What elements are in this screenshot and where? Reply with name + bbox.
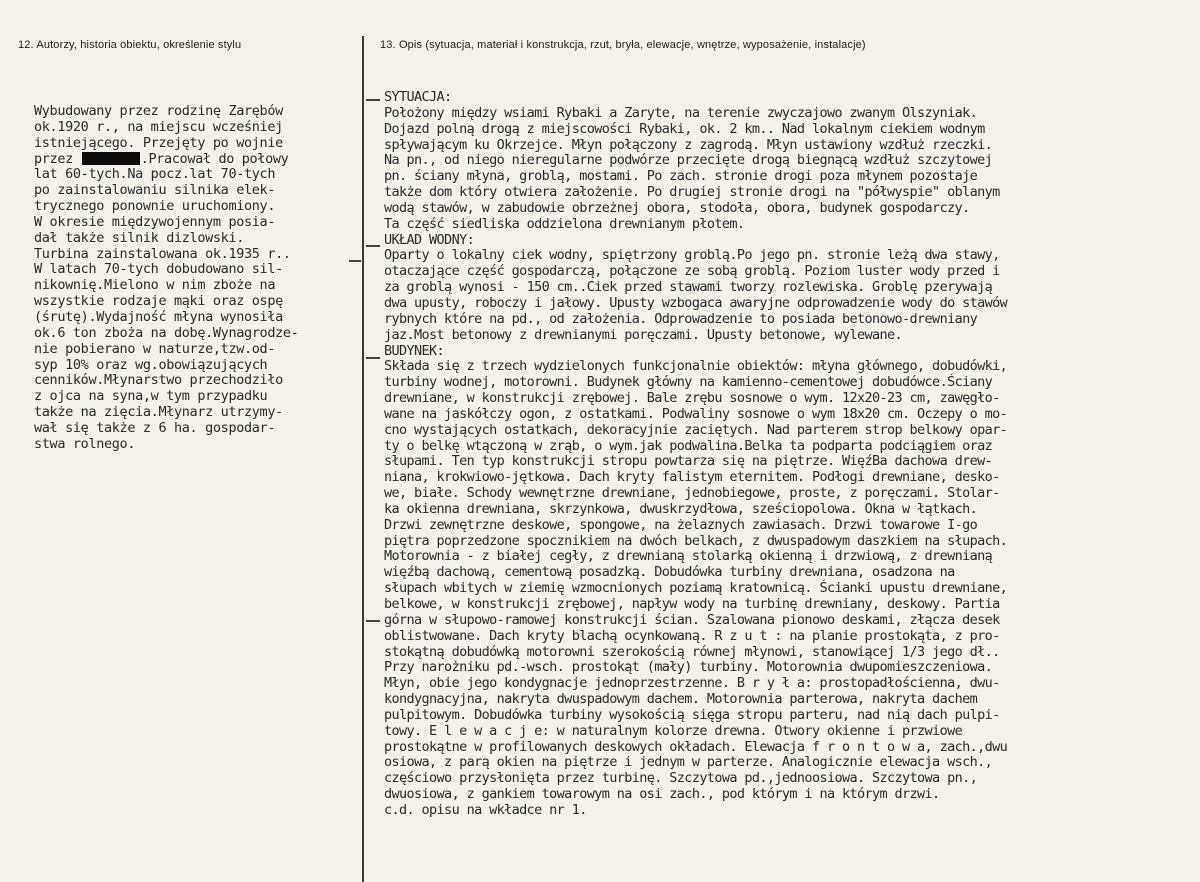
history-text: wszystkie rodzaje mąki oraz ospę <box>34 293 283 310</box>
history-text: z ojca na syna,w tym przypadku <box>34 388 268 405</box>
history-text-line <box>34 294 356 310</box>
description-text-line: wane na jaskółczy ogon, z ostatkami. Podwaliny sosnowe o wym 18x20 cm. Oczepy o mo- <box>384 405 1008 422</box>
description-text-line: Położony między wsiami Rybaki a Zaryte, na terenie zwyczajowo zwanym Olszyniak. <box>384 104 978 121</box>
description-text-line: pulpitowym. Dobudówka turbiny wysokością sięga stropu parteru, nad nią dach pulpi- <box>384 706 1000 723</box>
history-text-line <box>34 342 356 358</box>
history-text: istniejącego. Przejęty po wojnie <box>34 134 283 151</box>
section-12-header: 12. Autorzy, historia obiektu, określenie stylu <box>18 39 242 51</box>
history-text-line <box>34 405 356 421</box>
history-text-line <box>34 437 356 453</box>
description-text-line: wodą stawów, w zabudowie obrzeżnej obora, stodoła, obora, budynek gospodarczy. <box>384 199 970 216</box>
description-text-line: górna w słupowo-ramowej konstrukcji ścian. Szalowana pionowo deskami, złącza desek <box>384 611 1000 628</box>
description-text-line: kondygnacyjna, nakryta dwuspadowym dachem. Motorownia parterowa, nakryta dachem <box>384 691 978 708</box>
description-text-line: ka okienna drewniana, skrzynkowa, dwuskrzydłowa, sześciopolowa. Okna w łątkach. <box>384 500 978 517</box>
description-text-line: spływającym ku Okrzejce. Młyn połączony z zagrodą. Młyn ustawiony wzdłuż rzeczki. <box>384 136 993 153</box>
history-text: także na zięcia.Młynarz utrzymy- <box>34 404 283 421</box>
description-text-line: niana, krokwiowo-jętkowa. Dach kryty falistym eternitem. Podłogi drewniane, desko- <box>384 469 1000 486</box>
description-text-line: SYTUACJA: <box>384 89 452 105</box>
description-text-line: otaczające część gospodarczą, połączone ze sobą groblą. Poziom luster wody przed i <box>384 263 1000 280</box>
description-text-line: częściowo przysłonięta przez turbinę. Szczytowa pd.,jednoosiowa. Szczytowa pn., <box>384 770 978 787</box>
history-text: cenników.Młynarstwo przechodziło <box>34 372 283 389</box>
history-text-line <box>34 231 356 247</box>
history-text-line <box>34 199 356 215</box>
history-text-line <box>34 358 356 374</box>
description-text-line: UKŁAD WODNY: <box>384 231 475 248</box>
history-text: lat 60-tych.Na pocz.lat 70-tych <box>34 166 276 183</box>
description-text-line: turbiny wodnej, motorowni. Budynek główny na kamienno-cementowej dobudówce.Ściany <box>384 374 993 391</box>
history-text: wał się także z 6 ha. gospodar- <box>34 419 276 436</box>
description-text-column <box>384 90 1190 819</box>
description-text-line: pn. ściany młyna, groblą, mostami. Po zach. stronie drogi poza młynem pozostaje <box>384 168 978 185</box>
description-text-line: Motorownia - z białej cegły, z drewnianą stolarką okienną i drzwiową, z drewnianą <box>384 548 993 565</box>
history-text-line <box>34 310 356 326</box>
history-text-line <box>34 247 356 263</box>
section-mark <box>366 620 380 622</box>
description-text-line: Młyn, obie jego kondygnacje jednoprzestrzenne. B r y ł a: prostopadłościenna, dwu- <box>384 675 1000 692</box>
history-text-line <box>34 183 356 199</box>
history-text: przez <box>34 150 73 167</box>
history-text: trycznego ponownie uruchomiony. <box>34 198 276 215</box>
description-text-line: Drzwi zewnętrzne deskowe, spongowe, na żelaznych zawiasach. Drzwi towarowe I-go <box>384 516 978 533</box>
redaction-bar <box>82 152 140 165</box>
history-text-line <box>34 421 356 437</box>
description-text-line: belkowe, w konstrukcji zrębowej, napływ wody na turbinę drewniany, deskowy. Partia <box>384 596 1000 612</box>
history-text: nikownię.Mielono w nim zboże na <box>34 277 276 294</box>
history-text: W latach 70-tych dobudowano sil- <box>34 261 283 278</box>
description-text-line: prostokątne w profilowanych deskowych okładach. Elewacja f r o n t o w a, zach.,dwu <box>384 738 1008 755</box>
description-text-line: Przy narożniku pd.-wsch. prostokąt (mały) turbiny. Motorownia dwupomieszczeniowa. <box>384 659 993 676</box>
description-text-line: jaz.Most betonowy z drewnianymi poręczami. Upusty betonowe, wylewane. <box>384 326 903 343</box>
description-text-line: słupami. Ten typ konstrukcji stropu powtarza się na piętrze. WięźBa dachowa drew- <box>384 453 993 470</box>
history-text: (śrutę).Wydajność młyna wynosiła <box>34 308 283 325</box>
description-text-line: dwa upusty, roboczy i jałowy. Upusty wzbogaca awaryjne odprowadzenie wody do stawów <box>384 294 1008 311</box>
history-text: Turbina zainstalowana ok.1935 r.. <box>34 245 291 262</box>
section-mark <box>366 357 380 359</box>
history-text-line <box>34 167 356 183</box>
description-text-line: c.d. opisu na wkładce nr 1. <box>384 801 587 818</box>
history-text-column <box>34 104 356 453</box>
history-text-line <box>34 104 356 120</box>
history-text-line <box>34 278 356 294</box>
history-text-line <box>34 215 356 231</box>
description-text-line: także dom który otwiera założenie. Po drugiej stronie drogi na "półwyspie" oblanym <box>384 184 1000 201</box>
history-text: nie pobierano w naturze,tzw.od- <box>34 340 276 357</box>
history-text: ok.1920 r., na miejscu wcześniej <box>34 118 283 135</box>
description-text-line: Oparty o lokalny ciek wodny, spiętrzony groblą.Po jego pn. stronie leżą dwa stawy, <box>384 247 1000 264</box>
description-text-line: cno wystających ostatkach, dekoracyjnie zaciętych. Nad parterem strop belkowy opar- <box>384 421 1008 438</box>
history-text-line <box>34 152 356 168</box>
history-text: .Pracował do połowy <box>140 150 289 167</box>
description-text-line: ty o belkę wtączoną w zrąb, o wym.jak podwalina.Belka ta podparta podciągiem oraz <box>384 437 993 454</box>
description-text-line: rybnych które na pd., od założenia. Odprowadzenie to posiada betonowo-drewniany <box>384 310 978 327</box>
description-text-line: BUDYNEK: <box>384 342 445 359</box>
history-text: Wybudowany przez rodzinę Zarębów <box>34 103 283 119</box>
history-text: W okresie międzywojennym posia- <box>34 213 276 230</box>
description-text-line: Składa się z trzech wydzielonych funkcjonalnie obiektów: młyna głównego, dobudówki, <box>384 358 1008 375</box>
history-text-line <box>34 120 356 136</box>
history-text: po zainstalowaniu silnika elek- <box>34 182 276 199</box>
description-text-line: drewniane, w konstrukcji zrębowej. Bale zrębu sosnowe o wym. 12x20-23 cm, zawęgło- <box>384 390 1000 407</box>
section-mark <box>366 245 380 247</box>
history-text-line <box>34 373 356 389</box>
description-text-line: stokątną dobudówką motorowni szerokością równej młynowi, stanowiącej 1/3 jego dł.. <box>384 643 1000 660</box>
history-text: stwa rolnego. <box>34 435 136 452</box>
history-text: syp 10% oraz wg.obowiązujących <box>34 356 268 373</box>
description-text-line: Na pn., od niego nieregularne podwórze przecięte drogą biegnącą wzdłuż szczytowej <box>384 152 993 169</box>
history-text-line <box>34 262 356 278</box>
history-text-line <box>34 389 356 405</box>
history-text: ok.6 ton zboża na dobę.Wynagrodze- <box>34 324 299 341</box>
description-text-line: osiowa, z parą okien na piętrze i jednym w parterze. Analogicznie elewacja wsch., <box>384 754 993 771</box>
description-text-line: dwuosiowa, z gankiem towarowym na osi zach., pod którym i na którym drzwi. <box>384 786 940 803</box>
description-text-line: piętra poprzedzone spocznikiem na dwóch belkach, z dwuspadowym daszkiem na słupach. <box>384 532 1008 549</box>
history-text: dał także silnik dizlowski. <box>34 229 244 246</box>
history-text-line <box>34 326 356 342</box>
description-text-line: oblistwowane. Dach kryty blachą ocynkowaną. R z u t : na planie prostokąta, z pro- <box>384 627 1000 644</box>
history-text-line <box>34 136 356 152</box>
section-mark <box>366 99 380 101</box>
section-13-header: 13. Opis (sytuacja, materiał i konstrukcja, rzut, bryła, elewacje, wnętrze, wyposażenie, instalacje) <box>380 39 866 51</box>
description-text-line: Dojazd polną drogą z miejscowości Rybaki, ok. 2 km.. Nad lokalnym ciekiem wodnym <box>384 120 985 137</box>
column-divider <box>362 36 364 882</box>
description-text-line: więźbą dachową, cementową posadzką. Dobudówka turbiny drewniana, osadzona na <box>384 564 955 581</box>
description-text-line: we, białe. Schody wewnętrzne drewniane, jednobiegowe, proste, z poręczami. Stolar- <box>384 485 1000 502</box>
description-text-line: towy. E l e w a c j e: w naturalnym kolorze drewna. Otwory okienne i przwiowe <box>384 722 963 739</box>
description-text-line: słupach wbitych w ziemię wzmocnionych poziamą kratownicą. Ścianki upustu drewniane, <box>384 580 1008 597</box>
description-text-line: Ta część siedliska oddzielona drewnianym płotem. <box>384 215 745 232</box>
description-text-line: za groblą wynosi - 150 cm..Ciek przed stawami tworzy rozlewiska. Groblę pzerywają <box>384 279 993 296</box>
